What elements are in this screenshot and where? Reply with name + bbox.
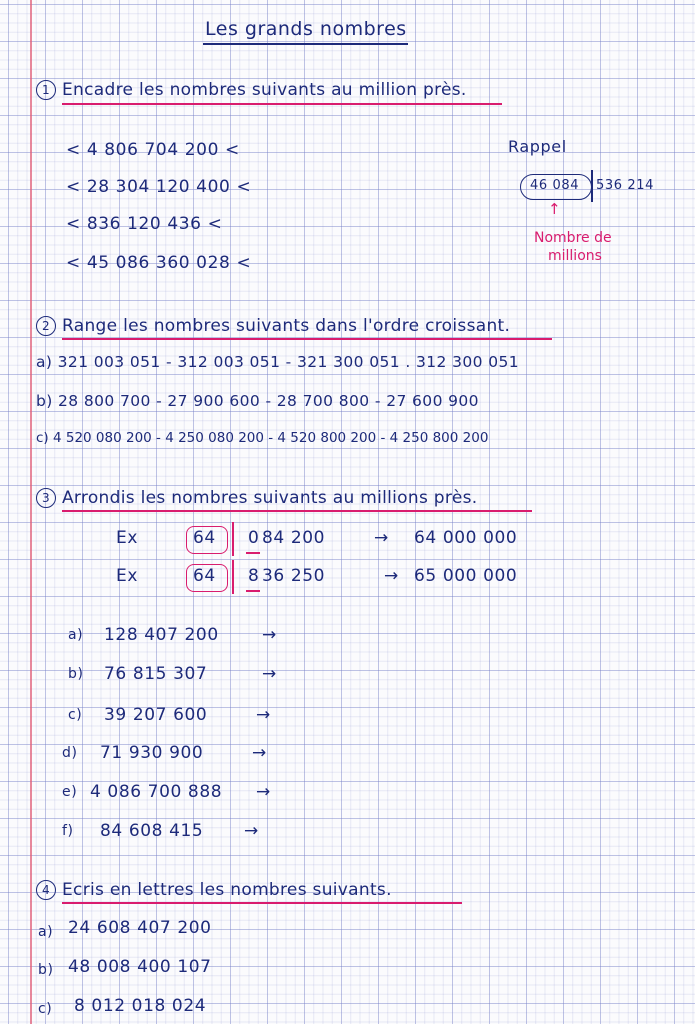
- example1-first-digit: 0: [248, 528, 260, 548]
- section3-row-a-arrow-icon: →: [262, 625, 277, 645]
- example2-rest: 36 250: [262, 566, 326, 586]
- section2-row-b: b) 28 800 700 - 27 900 600 - 28 700 800 - 27 600 900: [36, 392, 479, 410]
- section3-row-d-value: 71 930 900: [100, 743, 204, 763]
- section2-underline: [62, 338, 552, 340]
- section4-heading: [36, 880, 392, 900]
- section3-row-e-label: e): [62, 784, 78, 800]
- example1-digit-underline: [246, 552, 260, 554]
- section3-number: 3: [36, 488, 56, 508]
- section1-row-4: < 45 086 360 028 <: [66, 253, 252, 273]
- section1-underline: [62, 103, 502, 105]
- section2-row-c: c) 4 520 080 200 - 4 250 080 200 - 4 520 800 200 - 4 250 800 200: [36, 430, 489, 446]
- page-title: Les grands nombres: [205, 18, 407, 40]
- section3-row-f-value: 84 608 415: [100, 821, 204, 841]
- section4-row-c-label: c): [38, 1001, 53, 1017]
- example1-millions: 64: [193, 528, 216, 548]
- section4-row-a-label: a): [38, 924, 54, 940]
- section3-row-f-arrow-icon: →: [244, 821, 259, 841]
- section1-heading: [36, 80, 467, 100]
- example2-millions: 64: [193, 566, 216, 586]
- section3-row-e-arrow-icon: →: [256, 782, 271, 802]
- example2-result: 65 000 000: [414, 566, 518, 586]
- section2-row-a: a) 321 003 051 - 312 003 051 - 321 300 051 . 312 300 051: [36, 353, 519, 371]
- section1-row-1: < 4 806 704 200 <: [66, 140, 240, 160]
- section3-row-f-label: f): [62, 823, 74, 839]
- section1-row-3: < 836 120 436 <: [66, 214, 223, 234]
- section1-heading-text: Encadre les nombres suivants au million près.: [62, 80, 467, 100]
- section4-number: 4: [36, 880, 56, 900]
- section4-underline: [62, 902, 462, 904]
- rappel-note-line2: millions: [548, 248, 602, 264]
- page-margin-line: [30, 0, 32, 1024]
- section3-row-a-value: 128 407 200: [104, 625, 219, 645]
- rappel-rest: 536 214: [596, 178, 654, 193]
- section3-row-d-arrow-icon: →: [252, 743, 267, 763]
- section3-row-b-label: b): [68, 666, 84, 682]
- section4-row-b-label: b): [38, 962, 54, 978]
- rappel-millions: 46 084: [530, 178, 580, 193]
- section3-heading-text: Arrondis les nombres suivants au millions près.: [62, 488, 478, 508]
- example1-result: 64 000 000: [414, 528, 518, 548]
- section4-row-b-value: 48 008 400 107: [68, 957, 212, 977]
- section2-heading-text: Range les nombres suivants dans l'ordre croissant.: [62, 316, 511, 336]
- section4-heading-text: Ecris en lettres les nombres suivants.: [62, 880, 392, 900]
- section4-row-c-value: 8 012 018 024: [74, 996, 207, 1016]
- rappel-separator: [591, 170, 593, 202]
- example2-digit-underline: [246, 590, 260, 592]
- section3-underline: [62, 510, 532, 512]
- section2-number: 2: [36, 316, 56, 336]
- example2-first-digit: 8: [248, 566, 260, 586]
- rappel-arrow-icon: ↑: [548, 200, 561, 218]
- example1-arrow-icon: →: [374, 528, 389, 548]
- rappel-label: Rappel: [508, 137, 567, 156]
- example1-rest: 84 200: [262, 528, 326, 548]
- section3-row-e-value: 4 086 700 888: [90, 782, 223, 802]
- example2-label: Ex: [116, 566, 139, 586]
- section2-heading: [36, 316, 510, 336]
- rappel-note-line1: Nombre de: [534, 230, 612, 246]
- section3-heading: [36, 488, 477, 508]
- example2-separator: [232, 560, 234, 594]
- section3-row-c-value: 39 207 600: [104, 705, 208, 725]
- section3-row-a-label: a): [68, 627, 84, 643]
- section4-row-a-value: 24 608 407 200: [68, 918, 212, 938]
- section3-row-b-value: 76 815 307: [104, 664, 208, 684]
- section1-number: 1: [36, 80, 56, 100]
- section3-row-b-arrow-icon: →: [262, 664, 277, 684]
- example2-arrow-icon: →: [384, 566, 399, 586]
- section3-row-c-arrow-icon: →: [256, 705, 271, 725]
- section3-row-d-label: d): [62, 745, 78, 761]
- section3-row-c-label: c): [68, 707, 83, 723]
- title-underline: [203, 43, 408, 45]
- section1-row-2: < 28 304 120 400 <: [66, 177, 252, 197]
- example1-separator: [232, 522, 234, 556]
- example1-label: Ex: [116, 528, 139, 548]
